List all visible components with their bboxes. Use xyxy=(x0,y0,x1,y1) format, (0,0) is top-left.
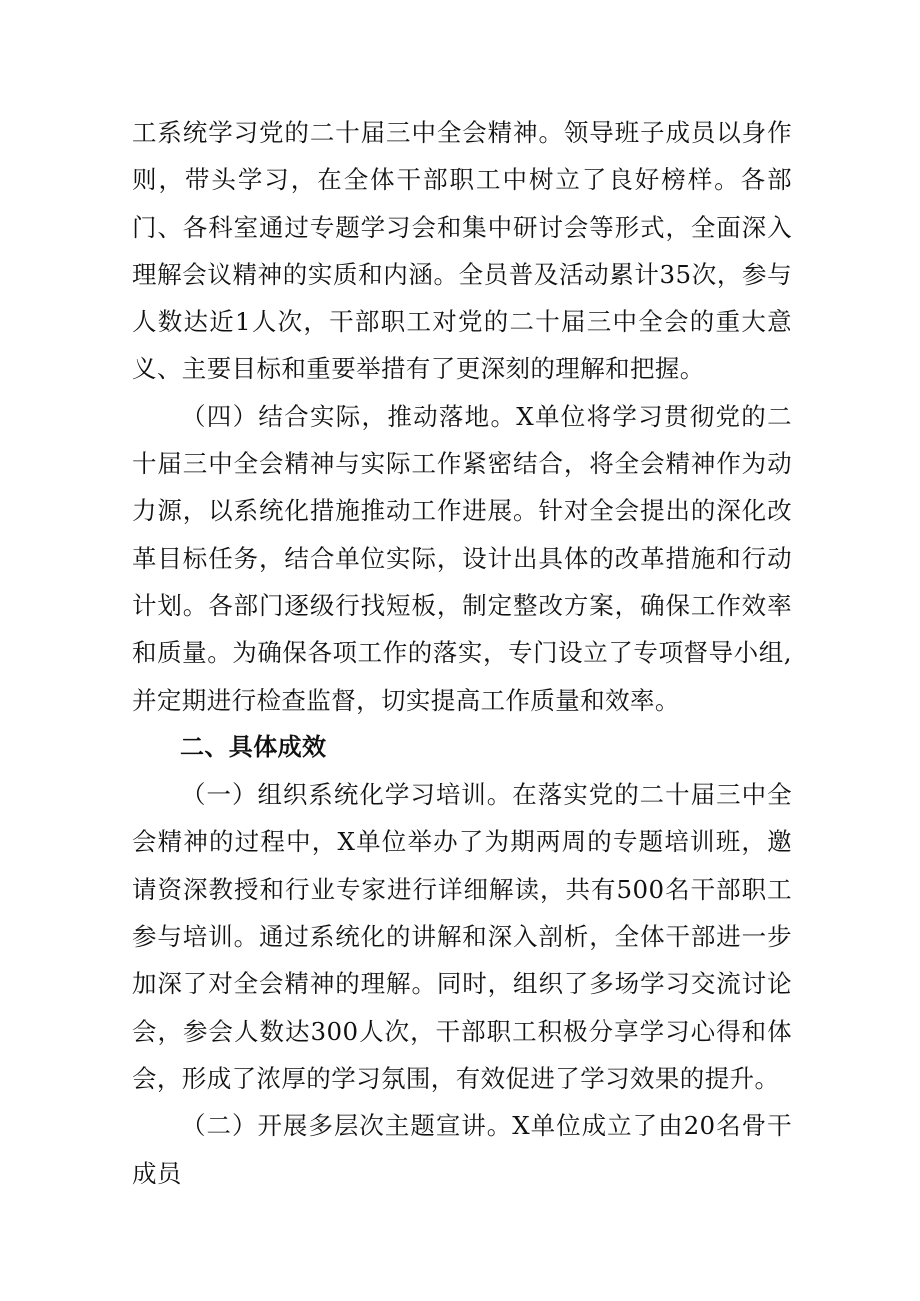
body-paragraph-results-2: （二）开展多层次主题宣讲。X单位成立了由20名骨干成员 xyxy=(132,1111,792,1188)
body-paragraph-results-1: （一）组织系统化学习培训。在落实党的二十届三中全会精神的过程中，X单位举办了为期两周的专题培训班，邀请资深教授和行业专家进行详细解读，共有500名干部职工参与培训。通过系统化的讲解和深入剖析，全体干部进一步加深了对全会精神的理解。同时，组织了多场学习交流讨论会，参会人数达300人次，干部职工积极分享学习心得和体会，形成了浓厚的学习氛围，有效促进了学习效果的提升。 xyxy=(132,780,792,1093)
document-body xyxy=(132,109,792,1197)
body-paragraph-continuation: 工系统学习党的二十届三中全会精神。领导班子成员以身作则，带头学习，在全体干部职工中树立了良好榜样。各部门、各科室通过专题学习会和集中研讨会等形式，全面深入理解会议精神的实质和内涵。全员普及活动累计35次，参与人数达近1人次，干部职工对党的二十届三中全会的重大意义、主要目标和重要举措有了更深刻的理解和把握。 xyxy=(132,118,792,384)
section-heading: 二、具体成效 xyxy=(180,732,327,761)
body-paragraph-section-4: （四）结合实际，推动落地。X单位将学习贯彻党的二十届三中全会精神与实际工作紧密结合，将全会精神作为动力源，以系统化措施推动工作进展。针对全会提出的深化改革目标任务，结合单位实际，设计出具体的改革措施和行动计划。各部门逐级行找短板，制定整改方案，确保工作效率和质量。为确保各项工作的落实，专门设立了专项督导小组,并定期进行检查监督，切实提高工作质量和效率。 xyxy=(132,401,792,715)
